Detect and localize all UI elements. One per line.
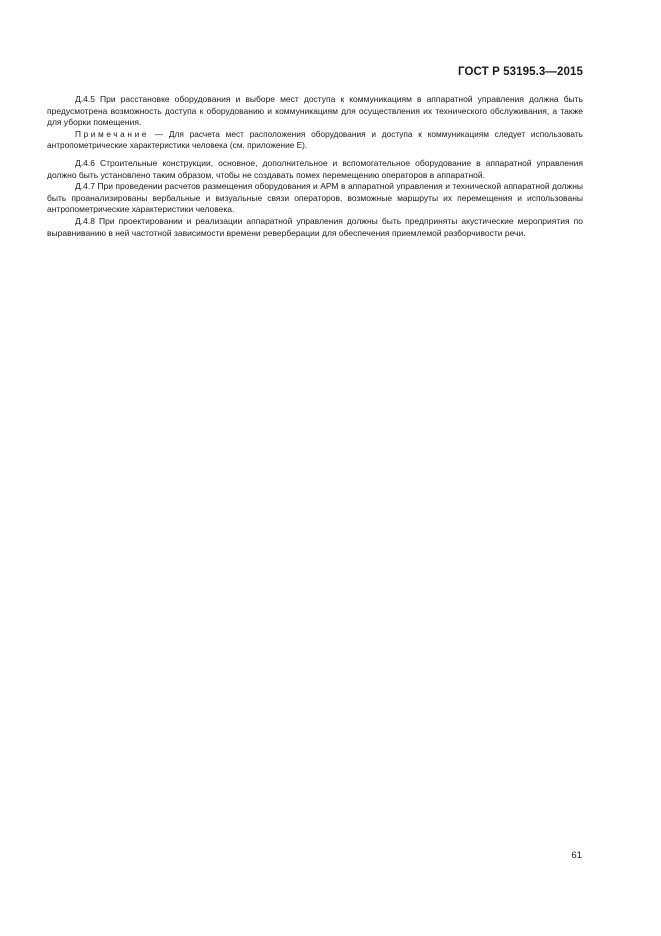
paragraph-d-4-8: Д.4.8 При проектировании и реализации аппаратной управления должны быть предприняты акустические мероприятия по выравниванию в ней частотной зависимости времени реверберации для обеспечения приемлемой разборчивости речи. <box>47 215 583 238</box>
document-body <box>47 94 583 239</box>
note-text: — Для расчета мест расположения оборудования и доступа к коммуникациям следует использовать антропометрические характеристики человека (см. приложение Е). <box>47 128 583 151</box>
document-header: ГОСТ Р 53195.3—2015 <box>458 66 583 78</box>
note-paragraph <box>47 129 583 152</box>
paragraph-d-4-6: Д.4.6 Строительные конструкции, основное, дополнительное и вспомогательное оборудование в аппаратной управления должно быть установлено таким образом, чтобы не создавать помех перемещению операторов в аппаратной. <box>47 157 583 180</box>
note-label: Примечание <box>75 128 150 139</box>
paragraph-d-4-7: Д.4.7 При проведении расчетов размещения оборудования и АРМ в аппаратной управления и технической аппаратной должны быть проанализированы вербальные и визуальные связи операторов, возможные маршруты их перемещения и использованы антропометрические характеристики человека. <box>47 181 583 215</box>
paragraph-d-4-5: Д.4.5 При расстановке оборудования и выборе мест доступа к коммуникациям в аппаратной управления должна быть предусмотрена возможность доступа к оборудованию и коммуникациям для осуществления их технического обслуживания, а также для уборки помещения. <box>47 94 583 128</box>
page-number: 61 <box>571 850 582 861</box>
